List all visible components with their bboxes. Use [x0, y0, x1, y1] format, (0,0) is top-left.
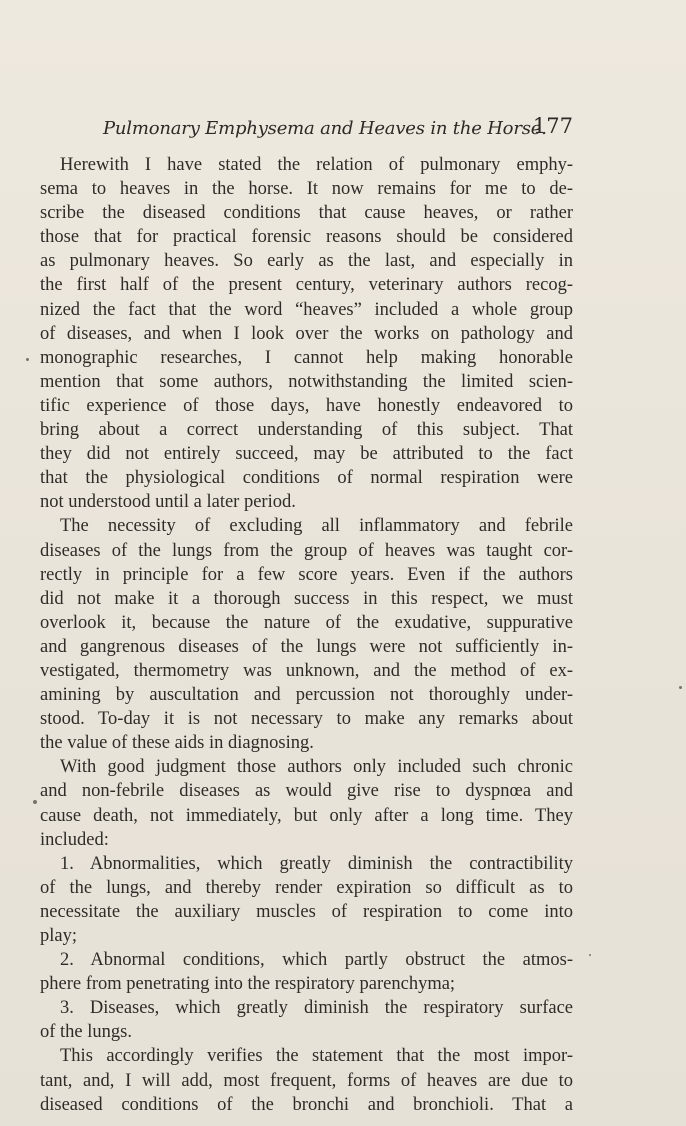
- speck-mark: [33, 800, 37, 804]
- text-line: mention that some authors, notwithstanding the limited scien-: [40, 371, 573, 392]
- text-line: they did not entirely succeed, may be attributed to the fact: [40, 444, 573, 465]
- text-line: necessitate the auxiliary muscles of respiration to come into: [40, 901, 573, 922]
- text-line: tant, and, I will add, most frequent, forms of heaves are due to: [40, 1070, 573, 1091]
- speck-mark: [679, 686, 682, 689]
- text-line: that the physiological conditions of normal respiration were: [40, 468, 573, 489]
- text-line: those that for practical forensic reasons should be considered: [40, 227, 573, 248]
- text-line: stood. To-day it is not necessary to make any remarks about: [40, 709, 573, 730]
- page-number: 177: [532, 114, 573, 138]
- body-text: [40, 153, 573, 1117]
- text-line: and gangrenous diseases of the lungs were not sufficiently in-: [40, 636, 573, 657]
- text-line: and non-febrile diseases as would give rise to dyspnœa and: [40, 781, 573, 802]
- text-line: 3. Diseases, which greatly diminish the respiratory surface: [60, 998, 573, 1019]
- text-line: the first half of the present century, veterinary authors recog-: [40, 275, 573, 296]
- text-line: the value of these aids in diagnosing.: [40, 733, 314, 754]
- text-line: diseases of the lungs from the group of heaves was taught cor-: [40, 540, 573, 561]
- running-head: [40, 114, 573, 144]
- running-title: Pulmonary Emphysema and Heaves in the Horse.: [103, 118, 547, 139]
- text-line: as pulmonary heaves. So early as the last, and especially in: [40, 251, 573, 272]
- text-line: not understood until a later period.: [40, 492, 296, 513]
- text-line: cause death, not immediately, but only after a long time. They: [40, 805, 573, 826]
- text-line: This accordingly verifies the statement that the most impor-: [60, 1046, 573, 1067]
- speck-mark: [26, 358, 29, 361]
- text-line: diseased conditions of the bronchi and bronchioli. That a: [40, 1094, 573, 1115]
- text-line: tific experience of those days, have honestly endeavored to: [40, 395, 573, 416]
- text-line: With good judgment those authors only included such chronic: [60, 757, 573, 778]
- text-line: bring about a correct understanding of this subject. That: [40, 420, 573, 441]
- text-line: 2. Abnormal conditions, which partly obstruct the atmos-: [60, 950, 573, 971]
- text-line: vestigated, thermometry was unknown, and the method of ex-: [40, 660, 573, 681]
- text-line: The necessity of excluding all inflammatory and febrile: [60, 516, 573, 537]
- text-line: nized the fact that the word “heaves” included a whole group: [40, 299, 573, 320]
- text-line: included:: [40, 829, 109, 850]
- text-line: monographic researches, I cannot help making honorable: [40, 347, 573, 368]
- text-line: of the lungs, and thereby render expiration so difficult as to: [40, 877, 573, 898]
- text-line: of diseases, and when I look over the works on pathology and: [40, 323, 573, 344]
- text-line: Herewith I have stated the relation of pulmonary emphy-: [60, 155, 573, 175]
- text-line: did not make it a thorough success in this respect, we must: [40, 588, 573, 609]
- text-line: sema to heaves in the horse. It now remains for me to de-: [40, 179, 573, 200]
- speck-mark: [589, 954, 591, 956]
- text-line: of the lungs.: [40, 1022, 132, 1043]
- text-line: amining by auscultation and percussion not thoroughly under-: [40, 685, 573, 706]
- text-line: rectly in principle for a few score years. Even if the authors: [40, 564, 573, 585]
- text-line: overlook it, because the nature of the exudative, suppurative: [40, 612, 573, 633]
- text-line: play;: [40, 926, 77, 946]
- text-line: 1. Abnormalities, which greatly diminish the contractibility: [60, 853, 573, 874]
- text-line: scribe the diseased conditions that cause heaves, or rather: [40, 203, 573, 224]
- text-line: phere from penetrating into the respiratory parenchyma;: [40, 974, 456, 995]
